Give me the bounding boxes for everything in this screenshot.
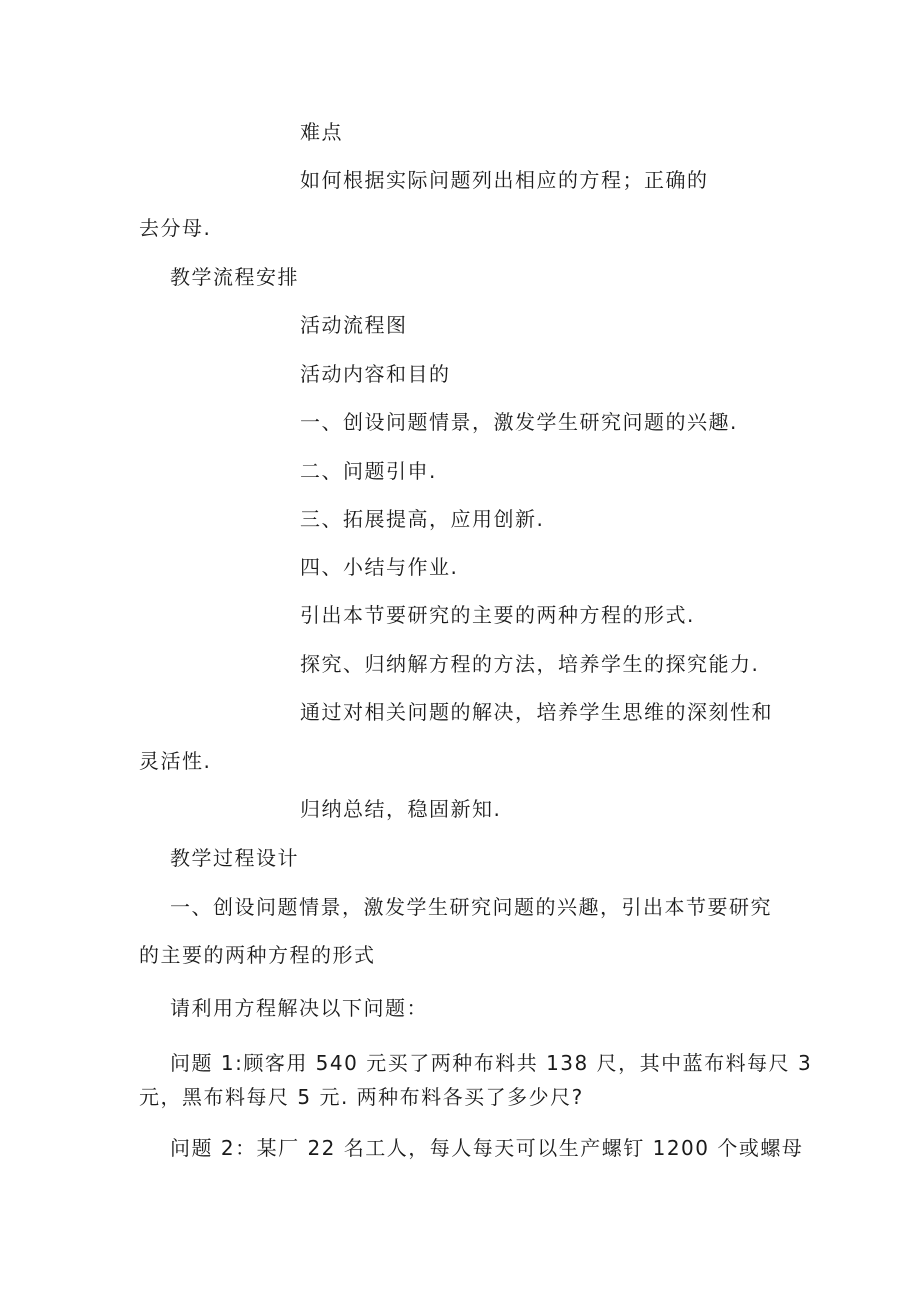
heading-activity-content: 活动内容和目的 — [300, 362, 451, 386]
purpose-item: 引出本节要研究的主要的两种方程的形式. — [300, 603, 695, 627]
paragraph-line: 请利用方程解决以下问题： — [170, 996, 428, 1020]
purpose-item: 通过对相关问题的解决，培养学生思维的深刻性和 — [300, 700, 773, 724]
paragraph-line: 去分母. — [139, 216, 212, 240]
purpose-item: 灵活性. — [139, 749, 212, 773]
purpose-item: 归纳总结，稳固新知. — [300, 797, 502, 821]
problem-2: 问题 2：某厂 22 名工人，每人每天可以生产螺钉 1200 个或螺母 — [170, 1136, 804, 1160]
activity-item: 二、问题引申. — [300, 459, 437, 483]
problem-1-continued: 元，黑布料每尺 5 元. 两种布料各买了多少尺? — [139, 1085, 584, 1109]
activity-item: 四、小结与作业. — [300, 555, 459, 579]
purpose-item: 探究、归纳解方程的方法，培养学生的探究能力. — [300, 652, 760, 676]
heading-activity-flowchart: 活动流程图 — [300, 313, 408, 337]
paragraph-line: 一、创设问题情景，激发学生研究问题的兴趣，引出本节要研究 — [170, 895, 772, 919]
activity-item: 一、创设问题情景，激发学生研究问题的兴趣. — [300, 410, 738, 434]
heading-difficulty: 难点 — [300, 120, 343, 144]
paragraph-line: 如何根据实际问题列出相应的方程；正确的 — [300, 168, 709, 192]
heading-teaching-flow: 教学流程安排 — [170, 265, 299, 289]
heading-teaching-process: 教学过程设计 — [170, 846, 299, 870]
paragraph-line: 的主要的两种方程的形式 — [139, 943, 376, 967]
problem-1: 问题 1:顾客用 540 元买了两种布料共 138 尺，其中蓝布料每尺 3 — [170, 1051, 813, 1075]
activity-item: 三、拓展提高，应用创新. — [300, 507, 545, 531]
